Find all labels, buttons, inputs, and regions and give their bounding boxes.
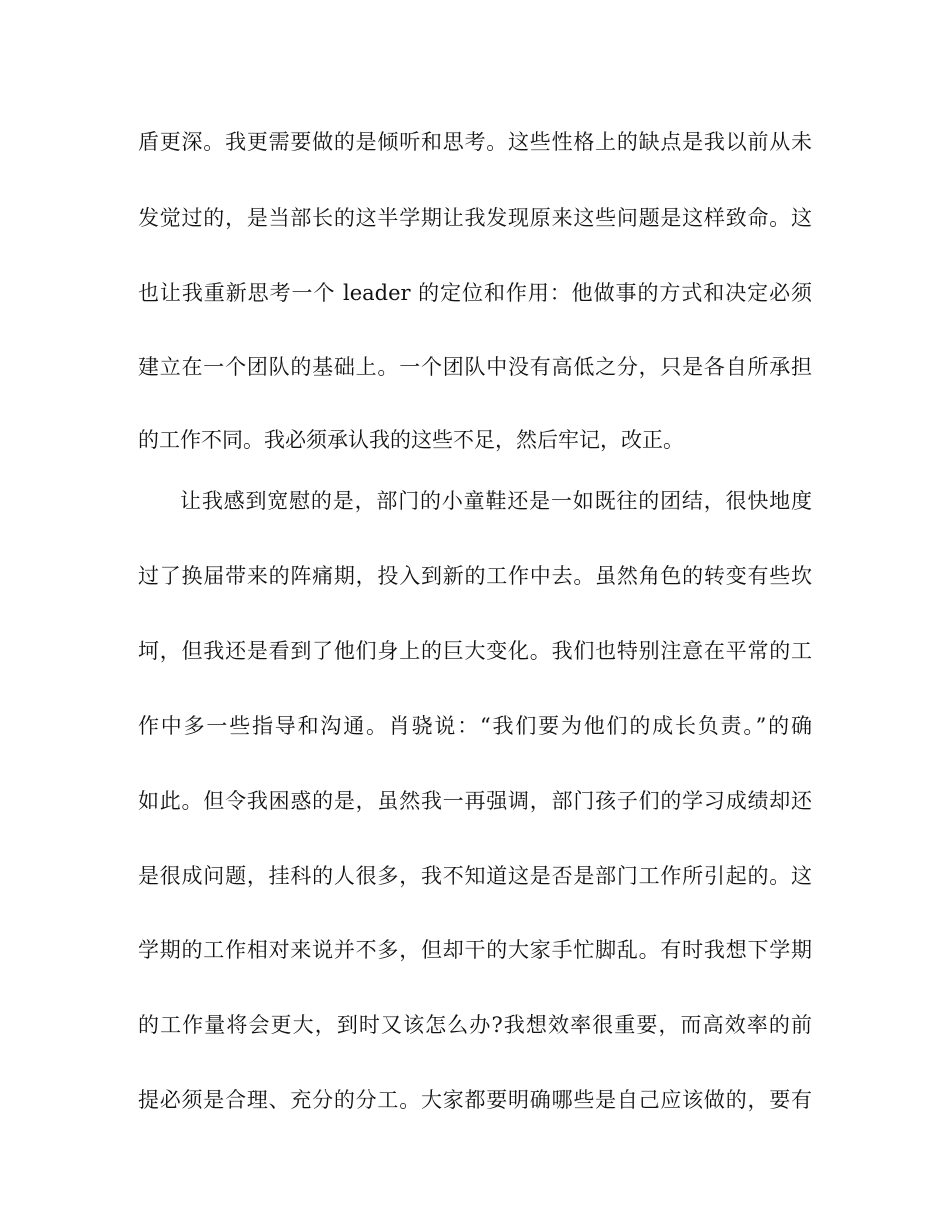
text-line: 让我感到宽慰的是，部门的小童鞋还是一如既往的团结，很快地度 bbox=[180, 489, 812, 513]
text-line: 作中多一些指导和沟通。肖骁说：“我们要为他们的成长负责。”的确 bbox=[138, 714, 812, 738]
text-line: 建立在一个团队的基础上。一个团队中没有高低之分，只是各自所承担 bbox=[138, 355, 812, 379]
text-line: 提必须是合理、充分的分工。大家都要明确哪些是自己应该做的，要有 bbox=[138, 1088, 812, 1112]
text-line: 过了换届带来的阵痛期，投入到新的工作中去。虽然角色的转变有些坎 bbox=[138, 564, 812, 588]
text-line: 发觉过的，是当部长的这半学期让我发现原来这些问题是这样致命。这 bbox=[138, 206, 812, 230]
text-line: 的工作不同。我必须承认我的这些不足，然后牢记，改正。 bbox=[138, 428, 684, 452]
text-line: 如此。但令我困惑的是，虽然我一再强调，部门孩子们的学习成绩却还 bbox=[138, 789, 812, 813]
text-line: 的工作量将会更大，到时又该怎么办?我想效率很重要，而高效率的前 bbox=[138, 1013, 812, 1037]
text-line: 盾更深。我更需要做的是倾听和思考。这些性格上的缺点是我以前从未 bbox=[138, 130, 812, 154]
text-line: 坷，但我还是看到了他们身上的巨大变化。我们也特别注意在平常的工 bbox=[138, 639, 812, 663]
text-line: 学期的工作相对来说并不多，但却干的大家手忙脚乱。有时我想下学期 bbox=[138, 938, 812, 962]
text-line: 也让我重新思考一个 leader 的定位和作用：他做事的方式和决定必须 bbox=[138, 281, 812, 305]
text-line: 是很成问题，挂科的人很多，我不知道这是否是部门工作所引起的。这 bbox=[138, 864, 812, 888]
